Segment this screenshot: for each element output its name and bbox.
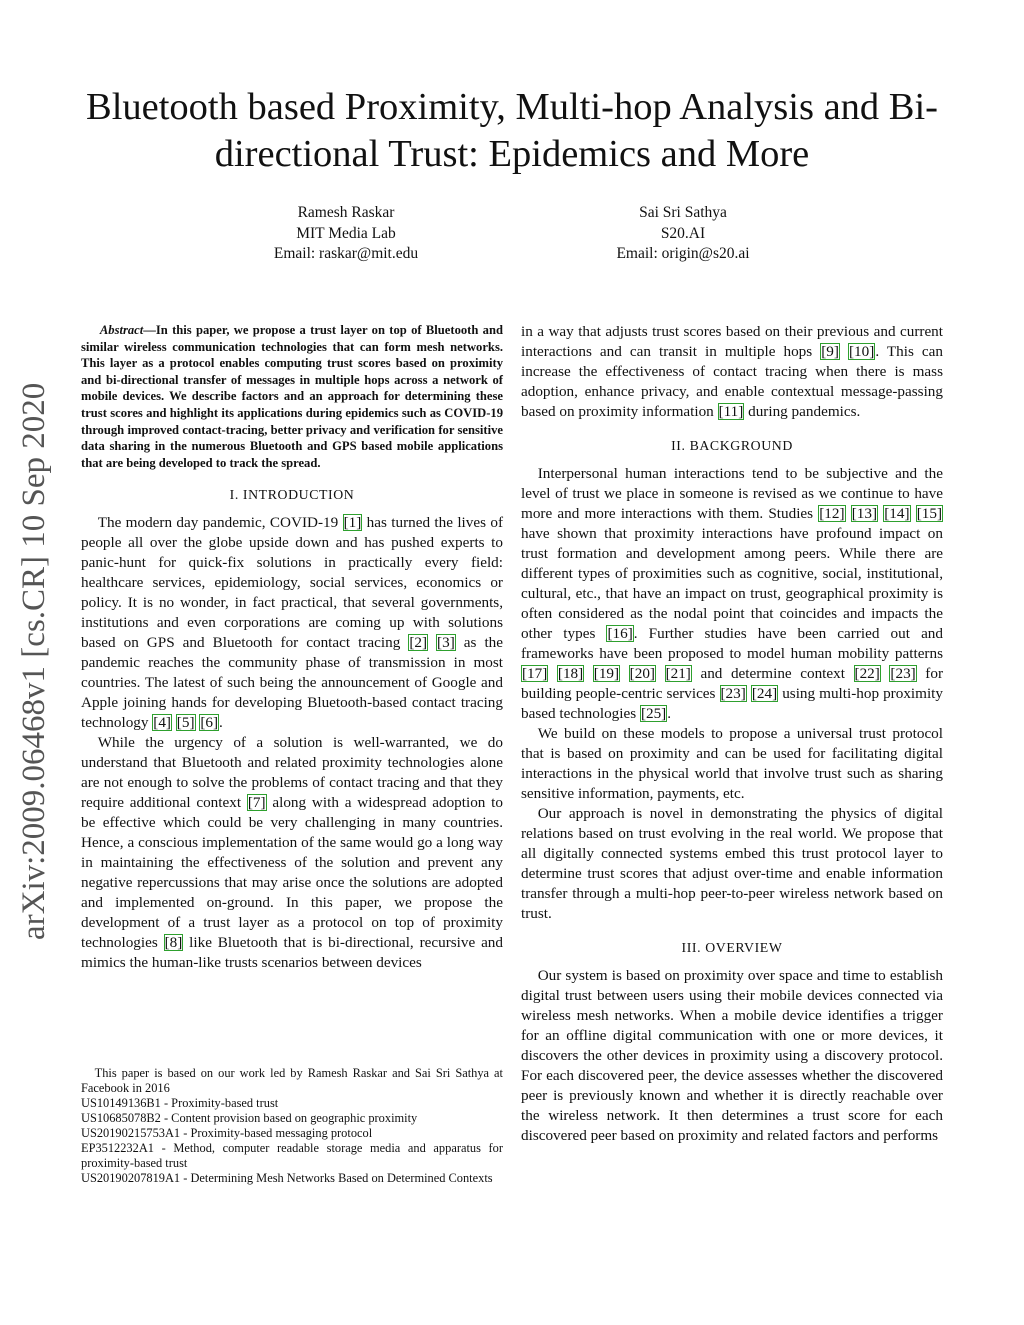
text-run: . bbox=[219, 714, 223, 732]
text-run: during pandemics. bbox=[744, 403, 861, 420]
footnote-item: US20190207819A1 - Determining Mesh Networks Based on Determined Contexts bbox=[81, 1171, 493, 1185]
citation-link[interactable]: [14] bbox=[884, 505, 910, 522]
citation-link[interactable]: [22] bbox=[854, 665, 880, 682]
text-run: in a way that adjusts trust scores based on their previous and current interactions and can transit in multiple hops bbox=[521, 323, 943, 360]
citation-link[interactable]: [11] bbox=[718, 403, 744, 420]
text-run: has turned the lives of people all over the globe upside down and has pushed experts to panic-hunt for quick-fix solutions in practically every field: healthcare services, epidemiology, social services, economics or policy. It is no wonder, in fact practical, that several governments, institutions and even corporations are coming up with solutions based on GPS and Bluetooth for contact tracing bbox=[81, 514, 504, 652]
citation-link[interactable]: [12] bbox=[819, 505, 845, 522]
footnote-item: US10149136B1 - Proximity-based trust bbox=[81, 1096, 279, 1110]
footnote-item: US20190215753A1 - Proximity-based messaging protocol bbox=[81, 1126, 373, 1140]
citation-link[interactable]: [16] bbox=[607, 625, 633, 642]
author-name: Ramesh Raskar bbox=[297, 204, 395, 221]
citation-link[interactable]: [18] bbox=[557, 665, 584, 682]
text-run: as the pandemic reaches the community phase of transmission in most countries. The latest of such being the announcement of Google and Apple joining hands for developing Bluetooth-based contact tracing technology bbox=[81, 634, 503, 732]
citation-link[interactable]: [8] bbox=[164, 934, 183, 952]
citation-link[interactable]: [17] bbox=[522, 665, 548, 682]
citation-link[interactable]: [4] bbox=[153, 714, 171, 732]
text-run: have shown that proximity interactions have profound impact on trust formation and development among peers. While there are different types of proximities such as cognitive, social, institutional, cultural, etc., that have an impact on trust, geographical proximity is often considered as the nodal point that coincides and impacts the other types bbox=[521, 525, 943, 642]
paper-title: Bluetooth based Proximity, Multi-hop Analysis and Bi-directional Trust: Epidemics and More bbox=[86, 86, 938, 175]
text-run: While the urgency of a solution is well-warranted, we do understand that Bluetooth and related proximity technologies alone are not enough to solve the problems of contact tracing and that they require additional context bbox=[81, 734, 503, 812]
intro-paragraph-1 bbox=[81, 513, 503, 733]
overview-paragraph-1: Our system is based on proximity over space and time to establish digital trust between users using their mobile devices connected via wireless mesh networks. When a mobile device identifies a trigger for an offline digital communication with one or more devices, it discovers the other devices in proximity using a discovery protocol. For each discovered peer, the device assesses whether the discovered peer is previously known and whether it is directly reachable over the wireless network. It then determines a trust score for each discovered peer based on proximity and related factors and performs bbox=[521, 967, 943, 1144]
left-column bbox=[81, 322, 503, 973]
citation-link[interactable]: [15] bbox=[916, 505, 943, 522]
citation-link[interactable]: [23] bbox=[720, 685, 746, 702]
right-column bbox=[521, 322, 943, 1146]
text-run: Interpersonal human interactions tend to be subjective and the level of trust we place in someone is revised as we continue to have more and more interactions with them. Studies bbox=[521, 465, 943, 522]
text-run: and determine context bbox=[691, 665, 854, 682]
author-affiliation: S20.AI bbox=[660, 224, 706, 242]
abstract-text: —In this paper, we propose a trust layer on top of Bluetooth and similar wireless communication technologies that can form mesh networks. This layer as a protocol enables computing trust scores based on proximity and bi-directional transfer of messages in multiple hops across a network of mobile devices. We describe factors and an approach for determining these trust scores and highlight its applications during epidemics such as COVID-19 through improved contact-tracing, better privacy and verification for sensitive data sharing in the numerous Bluetooth and GPS based mobile applications that are being developed to track the spread. bbox=[81, 323, 503, 470]
text-run: . This can increase the effectiveness of contact tracing when there is mass adoption, enhance privacy, and enable contextual message-passing based on proximity information bbox=[521, 343, 943, 420]
citation-link[interactable]: [13] bbox=[851, 505, 878, 522]
background-paragraph-3: Our approach is novel in demonstrating the physics of digital relations based on trust evolving in the real world. We propose that all digitally connected systems embed this trust protocol layer to determine trust scores that adjust over-time and enable information transfer through a multi-hop peer-to-peer wireless network based on trust. bbox=[521, 805, 943, 922]
footnote-item: This paper is based on our work led by Ramesh Raskar and Sai Sri Sathya at Facebook in 2016 bbox=[81, 1066, 503, 1095]
citation-link[interactable]: [7] bbox=[247, 794, 266, 812]
citation-link[interactable]: [20] bbox=[629, 665, 655, 682]
text-run: for building people-centric services bbox=[521, 665, 944, 702]
citation-link[interactable]: [10] bbox=[849, 343, 875, 360]
background-paragraph-1 bbox=[521, 464, 943, 724]
citation-link[interactable]: [25] bbox=[640, 705, 667, 722]
text-run: along with a widespread adoption to be effective which could be very challenging in many countries. Hence, a conscious implementation of the same would go a long way in maintaining the effectiveness of the solution and prevent any negative repercussions that may arise once the solutions are adopted and implemented on-ground. In this paper, we propose the development of a trust layer as a protocol on top of proximity technologies bbox=[81, 794, 503, 952]
section-heading-overview: III. OVERVIEW bbox=[681, 940, 783, 955]
footnote-item: EP3512232A1 - Method, computer readable storage media and apparatus for proximity-based trust bbox=[81, 1141, 503, 1170]
citation-link[interactable]: [24] bbox=[751, 685, 778, 702]
section-heading-background: II. BACKGROUND bbox=[671, 438, 793, 453]
footnote-item: US10685078B2 - Content provision based on geographic proximity bbox=[81, 1111, 418, 1125]
text-run: . Further studies have been carried out and frameworks have been proposed to model human mobility patterns bbox=[521, 625, 943, 662]
background-paragraph-2: We build on these models to propose a universal trust protocol that is based on proximity and can be used for facilitating digital interactions in the physical world that involve trust such as sharing sensitive information, payments, etc. bbox=[521, 725, 943, 802]
footnotes bbox=[81, 1066, 503, 1186]
section-heading-introduction: I. INTRODUCTION bbox=[229, 487, 355, 503]
author-block-2 bbox=[533, 203, 833, 265]
abstract-label: Abstract bbox=[99, 323, 144, 337]
text-run: using multi-hop proximity based technologies bbox=[521, 685, 943, 722]
author-email[interactable]: Email: origin@s20.ai bbox=[616, 245, 750, 262]
citation-link[interactable]: [21] bbox=[665, 665, 691, 682]
text-run: like Bluetooth that is bi-directional, recursive and mimics the human-like trusts scenarios between devices bbox=[81, 934, 503, 972]
arxiv-identifier: arXiv:2009.06468v1 [cs.CR] 10 Sep 2020 bbox=[16, 382, 52, 940]
author-block-1 bbox=[196, 203, 496, 265]
citation-link[interactable]: [3] bbox=[437, 634, 455, 652]
citation-link[interactable]: [1] bbox=[343, 514, 362, 532]
intro-paragraph-2-continued bbox=[521, 322, 943, 422]
citation-link[interactable]: [6] bbox=[200, 714, 219, 732]
citation-link[interactable]: [9] bbox=[821, 343, 839, 360]
author-email[interactable]: Email: raskar@mit.edu bbox=[273, 245, 419, 262]
intro-paragraph-2 bbox=[81, 733, 503, 973]
author-affiliation: MIT Media Lab bbox=[296, 224, 396, 242]
citation-link[interactable]: [2] bbox=[409, 634, 428, 652]
text-run: . bbox=[667, 705, 672, 722]
citation-link[interactable]: [23] bbox=[890, 665, 916, 682]
author-name: Sai Sri Sathya bbox=[639, 204, 727, 221]
abstract bbox=[81, 322, 503, 471]
text-run: The modern day pandemic, COVID-19 bbox=[97, 514, 343, 532]
citation-link[interactable]: [5] bbox=[176, 714, 195, 732]
arxiv-sidebar bbox=[12, 350, 68, 940]
citation-link[interactable]: [19] bbox=[593, 665, 620, 682]
